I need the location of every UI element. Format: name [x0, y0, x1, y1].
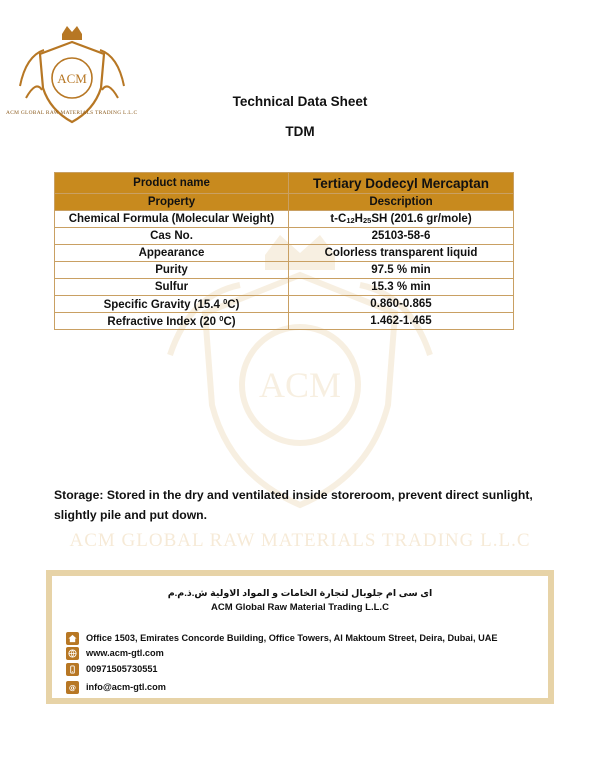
value-cell: 1.462-1.465 [289, 313, 514, 330]
property-cell: Chemical Formula (Molecular Weight) [55, 211, 289, 228]
svg-text:ACM: ACM [258, 365, 342, 405]
spec-table [54, 172, 514, 330]
description-header: Description [289, 194, 514, 211]
watermark-company-text: ACM GLOBAL RAW MATERIALS TRADING L.L.C [69, 530, 531, 551]
at-icon [66, 681, 79, 694]
value-cell: 0.860-0.865 [289, 296, 514, 313]
document-title: Technical Data Sheet [232, 94, 368, 109]
footer-email[interactable] [66, 680, 166, 694]
footer-phone[interactable] [66, 662, 158, 676]
property-cell: Refractive Index (20 $^0$C) [55, 313, 289, 330]
value-cell: 97.5 % min [289, 262, 514, 279]
product-name-value: Tertiary Dodecyl Mercaptan [289, 173, 514, 194]
storage-note: Storage: Stored in the dry and ventilated inside storeroom, prevent direct sunlight, slightly pile and put down. [54, 488, 533, 522]
footer-company-name: ACM Global Raw Material Trading L.L.C [211, 602, 389, 613]
footer-website[interactable] [66, 646, 164, 660]
logo-monogram: ACM [57, 71, 87, 86]
table-row [55, 279, 514, 296]
footer-address [66, 631, 498, 645]
property-header: Property [55, 194, 289, 211]
phone-number[interactable]: 00971505730551 [86, 664, 158, 674]
table-row [55, 245, 514, 262]
product-code: TDM [285, 124, 315, 139]
table-header-row [55, 194, 514, 211]
globe-icon [66, 647, 79, 660]
phone-icon [66, 663, 79, 676]
property-cell: Specific Gravity (15.4 $^0$C) [55, 296, 289, 313]
table-row [55, 228, 514, 245]
product-name-label: Product name [55, 173, 289, 194]
home-icon [66, 632, 79, 645]
table-row [55, 296, 514, 313]
table-header-row [55, 173, 514, 194]
footer-arabic-name: ای سی ام جلوبال لتجارة الخامات و المواد الاولية ش.ذ.م.م [167, 588, 433, 599]
table-row [55, 262, 514, 279]
property-cell: Sulfur [55, 279, 289, 296]
logo-caption: ACM GLOBAL RAW MATERIALS TRADING L.L.C [6, 110, 138, 116]
email-link[interactable]: info@acm-gtl.com [86, 682, 166, 692]
website-link[interactable]: www.acm-gtl.com [86, 648, 164, 658]
value-cell: 15.3 % min [289, 279, 514, 296]
address-text: Office 1503, Emirates Concorde Building, Office Towers, Al Maktoum Street, Deira, Dubai, UAE [86, 633, 498, 643]
property-cell: Purity [55, 262, 289, 279]
property-cell: Appearance [55, 245, 289, 262]
value-cell: 25103-58-6 [289, 228, 514, 245]
svg-text:@: @ [68, 682, 77, 692]
property-cell: Cas No. [55, 228, 289, 245]
value-cell: Colorless transparent liquid [289, 245, 514, 262]
value-cell: $t-C_{12}H_{25}SH$ (201.6 gr/mole) [289, 211, 514, 228]
footer-contact-box [46, 570, 554, 704]
table-row [55, 313, 514, 330]
table-row [55, 211, 514, 228]
